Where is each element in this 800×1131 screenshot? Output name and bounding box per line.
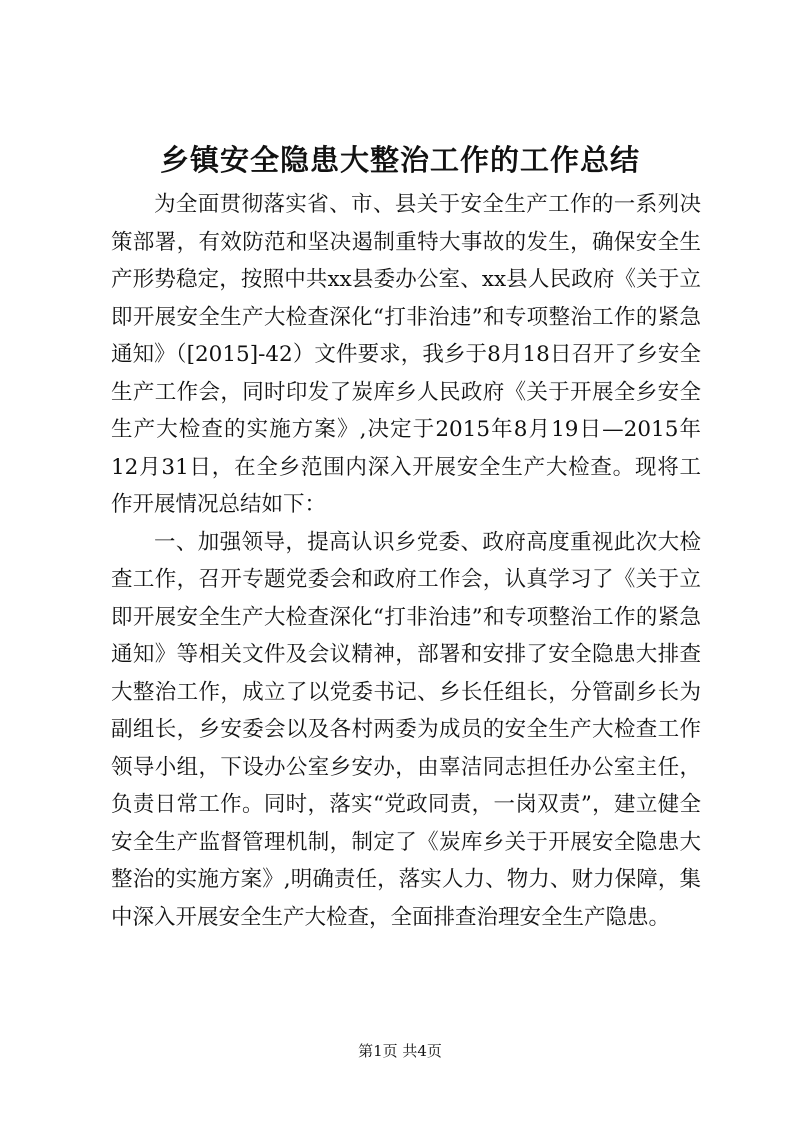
page-number-footer: 第1页 共4页	[358, 1042, 442, 1060]
document-body	[111, 186, 701, 936]
paragraph-section-one: 一、加强领导，提高认识乡党委、政府高度重视此次大检查工作，召开专题党委会和政府工作会，认真学习了《关于立即开展安全生产大检查深化“打非治违”和专项整治工作的紧急通知》等相关文件及会议精神，部署和安排了安全隐患大排查大整治工作，成立了以党委书记、乡长任组长，分管副乡长为副组长，乡安委会以及各村两委为成员的安全生产大检查工作领导小组，下设办公室乡安办，由辜洁同志担任办公室主任，负责日常工作。同时，落实“党政同责，一岗双责”，建立健全安全生产监督管理机制，制定了《炭库乡关于开展安全隐患大整治的实施方案》,明确责任，落实人力、物力、财力保障，集中深入开展安全生产大检查，全面排查治理安全生产隐患。	[111, 529, 701, 930]
document-title: 乡镇安全隐患大整治工作的工作总结	[159, 143, 640, 177]
paragraph-intro: 为全面贯彻落实省、市、县关于安全生产工作的一系列决策部署，有效防范和坚决遏制重特大事故的发生，确保安全生产形势稳定，按照中共xx县委办公室、xx县人民政府《关于立即开展安全生产大检查深化“打非治违”和专项整治工作的紧急通知》（[2015]-42）文件要求，我乡于8月18日召开了乡安全生产工作会，同时印发了炭库乡人民政府《关于开展全乡安全生产大检查的实施方案》,决定于2015年8月19日—2015年12月31日，在全乡范围内深入开展安全生产大检查。现将工作开展情况总结如下：	[111, 192, 701, 517]
